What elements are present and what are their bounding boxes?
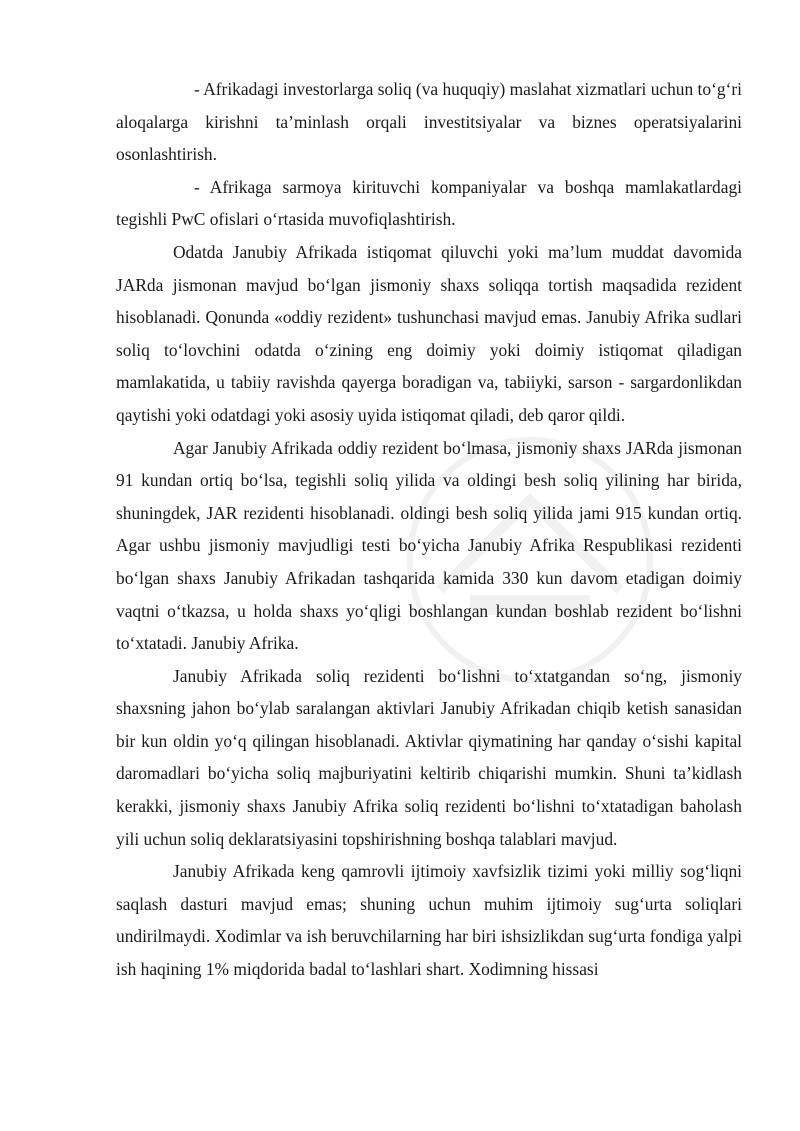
paragraph-bullet-2: - Afrikaga sarmoya kirituvchi kompaniyalar va boshqa mamlakatlardagi tegishli PwC ofislari o‘rtasida muvofiqlashtirish.	[116, 176, 742, 230]
paragraph-physical-presence: Agar Janubiy Afrikada oddiy rezident bo‘lmasa, jismoniy shaxs JARda jismonan 91 kundan ortiq bo‘lsa, tegishli soliq yilida va oldingi besh soliq yilining har birida, shuningdek, JAR rezidenti hisoblanadi. oldingi besh soliq yilida jami 915 kundan ortiq. Agar ushbu jismoniy mavjudligi testi bo‘yicha Janubiy Afrika Respublikasi rezidenti bo‘lgan shaxs Janubiy Afrikadan tashqarida kamida 330 kun davom etadigan doimiy vaqtni o‘tkazsa, u holda shaxs yo‘qligi boshlangan kundan boshlab rezident bo‘lishni to‘xtatadi. Janubiy Afrika.	[116, 437, 742, 654]
paragraph-bullet-1: - Afrikadagi investorlarga soliq (va huquqiy) maslahat xizmatlari uchun to‘g‘ri aloqalarga kirishni ta’minlash orqali investitsiyalar va biznes operatsiyalarini osonlashtirish.	[116, 79, 742, 165]
paragraph-exit-tax: Janubiy Afrikada soliq rezidenti bo‘lishni to‘xtatgandan so‘ng, jismoniy shaxsning jahon bo‘ylab saralangan aktivlari Janubiy Afrikadan chiqib ketish sanasidan bir kun oldin yo‘q qilingan hisoblanadi. Aktivlar qiymatining har qanday o‘sishi kapital daromadlari bo‘yicha soliq majburiyatini keltirib chiqarishi mumkin. Shuni ta’kidlash kerakki, jismoniy shaxs Janubiy Afrika soliq rezidenti bo‘lishni to‘xtatadigan baholash yili uchun soliq deklaratsiyasini topshirishning boshqa talablari mavjud.	[116, 665, 742, 849]
paragraph-residency: Odatda Janubiy Afrikada istiqomat qiluvchi yoki ma’lum muddat davomida JARda jismonan mavjud bo‘lgan jismoniy shaxs soliqqa tortish maqsadida rezident hisoblanadi. Qonunda «oddiy rezident» tushunchasi mavjud emas. Janubiy Afrika sudlari soliq to‘lovchini odatda o‘zining eng doimiy yoki doimiy istiqomat qiladigan mamlakatida, u tabiiy ravishda qayerga boradigan va, tabiiyki, sarson - sargardonlikdan qaytishi yoki odatdagi yoki asosiy uyida istiqomat qiladi, deb qaror qildi.	[116, 241, 742, 425]
paragraph-social-security: Janubiy Afrikada keng qamrovli ijtimoiy xavfsizlik tizimi yoki milliy sog‘liqni saqlash dasturi mavjud emas; shuning uchun muhim ijtimoiy sug‘urta soliqlari undirilmaydi. Xodimlar va ish beruvchilarning har biri ishsizlikdan sug‘urta fondiga yalpi ish haqining 1% miqdorida badal to‘lashlari shart. Xodimning hissasi	[116, 861, 742, 980]
document-page	[116, 73, 742, 986]
